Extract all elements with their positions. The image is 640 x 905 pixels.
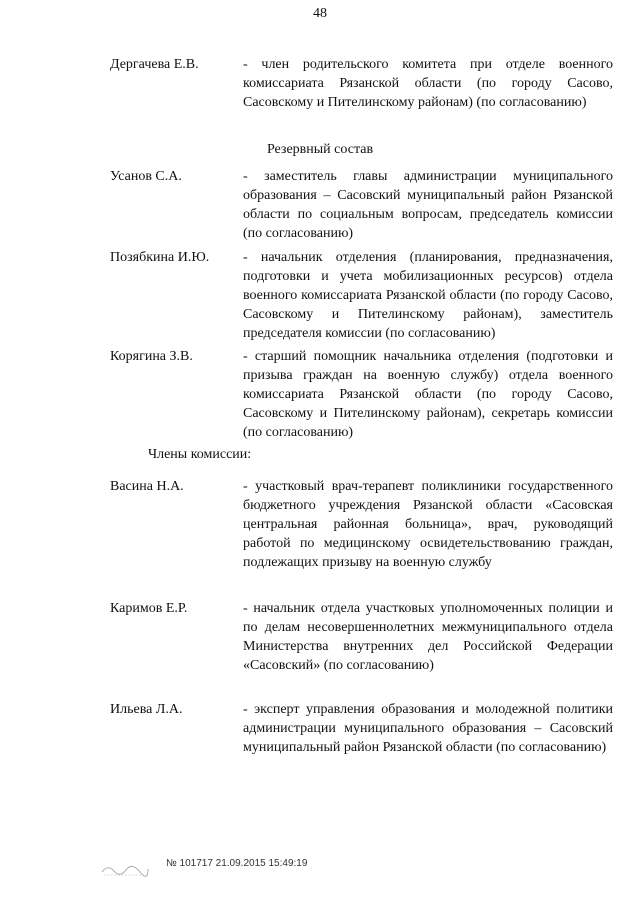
entry-name: Дергачева Е.В. [110,57,199,72]
entry-description: - заместитель главы администрации муниципального образования – Сасовский муниципальный район Рязанской области по социальным вопросам, председатель комиссии (по согласованию) [243,169,613,241]
footer-stamp-mark [100,860,150,878]
entry-description: - начальник отдела участковых уполномоченных полиции и по делам несовершеннолетних межмуниципального отдела Министерства внутренних дел Российской Федерации «Сасовский» (по согласованию) [243,601,613,673]
entry-name: Усанов С.А. [110,169,182,184]
entry-description: - старший помощник начальника отделения (подготовки и призыва граждан на военную службу) отдела военного комиссариата Рязанской области (по городу Сасово, Сасовскому и Пителинскому районам), секретарь комиссии (по согласованию) [243,349,613,440]
members-heading: Члены комиссии: [148,447,252,462]
entry-name: Позябкина И.Ю. [110,250,210,265]
footer-registration: № 101717 21.09.2015 15:49:19 [166,858,308,869]
page-number: 48 [313,6,327,21]
entry-name: Каримов Е.Р. [110,601,188,616]
entry-description: - начальник отделения (планирования, предназначения, подготовки и учета мобилизационных ресурсов) отдела военного комиссариата Рязанской области (по городу Сасово, Сасовскому и Пителинскому районам), заместитель председателя комиссии (по согласованию) [243,250,613,341]
reserve-heading: Резервный состав [266,142,374,157]
entry-description: - член родительского комитета при отделе военного комиссариата Рязанской области (по городу Сасово, Сасовскому и Пителинскому районам) (по согласованию) [243,57,613,110]
entry-description: - участковый врач-терапевт поликлиники государственного бюджетного учреждения Рязанской области «Сасовская центральная районная больница», врач, руководящий работой по медицинскому освидетельствованию граждан, подлежащих призыву на военную службу [243,479,613,570]
entry-description: - эксперт управления образования и молодежной политики администрации муниципального образования – Сасовский муниципальный район Рязанской области (по согласованию) [243,702,613,755]
entry-name: Васина Н.А. [110,479,184,494]
entry-name: Ильева Л.А. [110,702,183,717]
entry-name: Корягина З.В. [110,349,193,364]
